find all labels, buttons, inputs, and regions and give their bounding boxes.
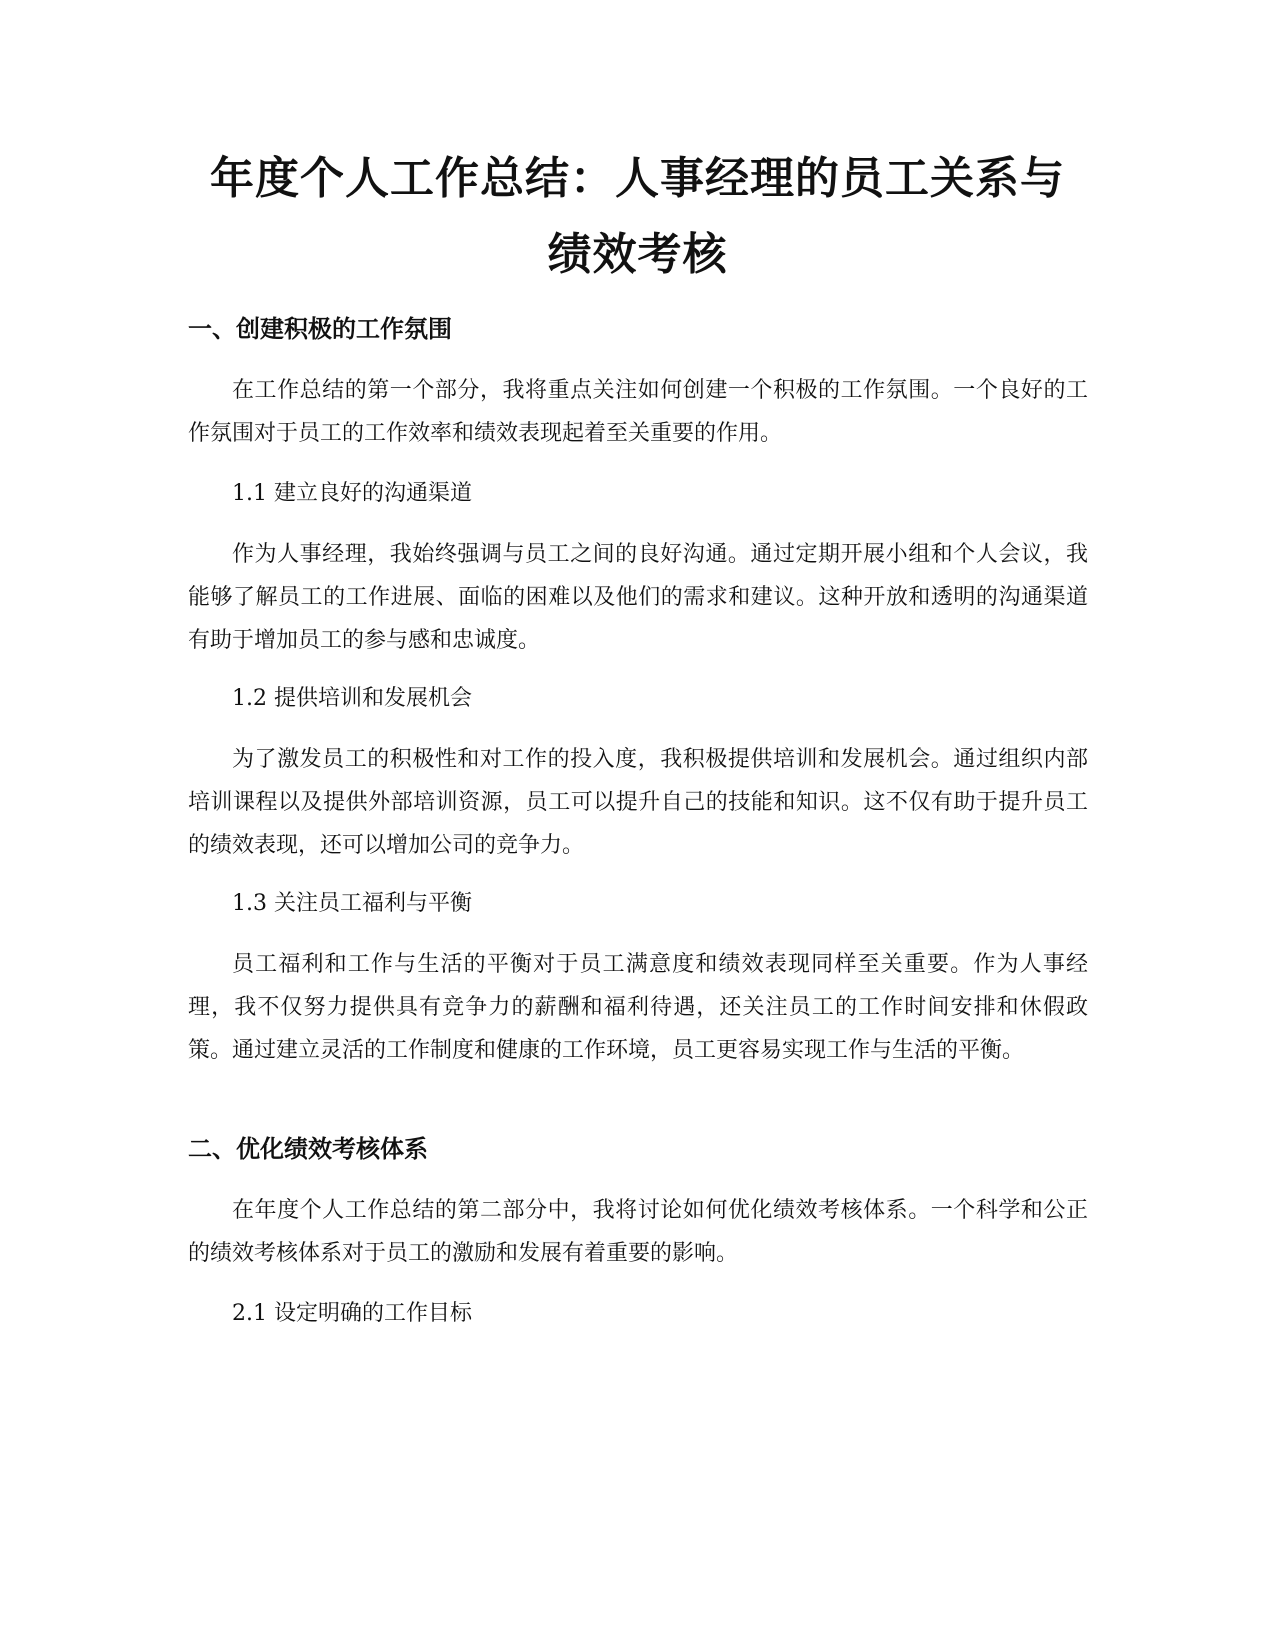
subsection-1-2-heading: 1.2 提供培训和发展机会: [232, 686, 472, 711]
subsection-1-1-heading: 1.1 建立良好的沟通渠道: [232, 481, 472, 506]
subsection-1-3-body: 员工福利和工作与生活的平衡对于员工满意度和绩效表现同样至关重要。作为人事经理，我不仅努力提供具有竞争力的薪酬和福利待遇，还关注员工的工作时间安排和休假政策。通过建立灵活的工作制度和健康的工作环境，员工更容易实现工作与生活的平衡。: [188, 952, 1088, 1063]
subsection-1-2-body: 为了激发员工的积极性和对工作的投入度，我积极提供培训和发展机会。通过组织内部培训课程以及提供外部培训资源，员工可以提升自己的技能和知识。这不仅有助于提升员工的绩效表现，还可以增加公司的竞争力。: [188, 747, 1088, 858]
subsection-1-3-heading: 1.3 关注员工福利与平衡: [232, 891, 472, 916]
subsection-1-1-body: 作为人事经理，我始终强调与员工之间的良好沟通。通过定期开展小组和个人会议，我能够了解员工的工作进展、面临的困难以及他们的需求和建议。这种开放和透明的沟通渠道有助于增加员工的参与感和忠诚度。: [188, 542, 1088, 653]
section-2-heading: 二、优化绩效考核体系: [188, 1135, 428, 1163]
section-2-intro: 在年度个人工作总结的第二部分中，我将讨论如何优化绩效考核体系。一个科学和公正的绩效考核体系对于员工的激励和发展有着重要的影响。: [188, 1198, 1088, 1266]
subsection-2-1-heading: 2.1 设定明确的工作目标: [232, 1301, 472, 1326]
section-1-heading: 一、创建积极的工作氛围: [188, 315, 452, 343]
document-title-line-2: 绩效考核: [547, 229, 728, 280]
section-1-intro: 在工作总结的第一个部分，我将重点关注如何创建一个积极的工作氛围。一个良好的工作氛围对于员工的工作效率和绩效表现起着至关重要的作用。: [188, 378, 1088, 446]
document-title-line-1: 年度个人工作总结：人事经理的员工关系与: [210, 153, 1065, 204]
